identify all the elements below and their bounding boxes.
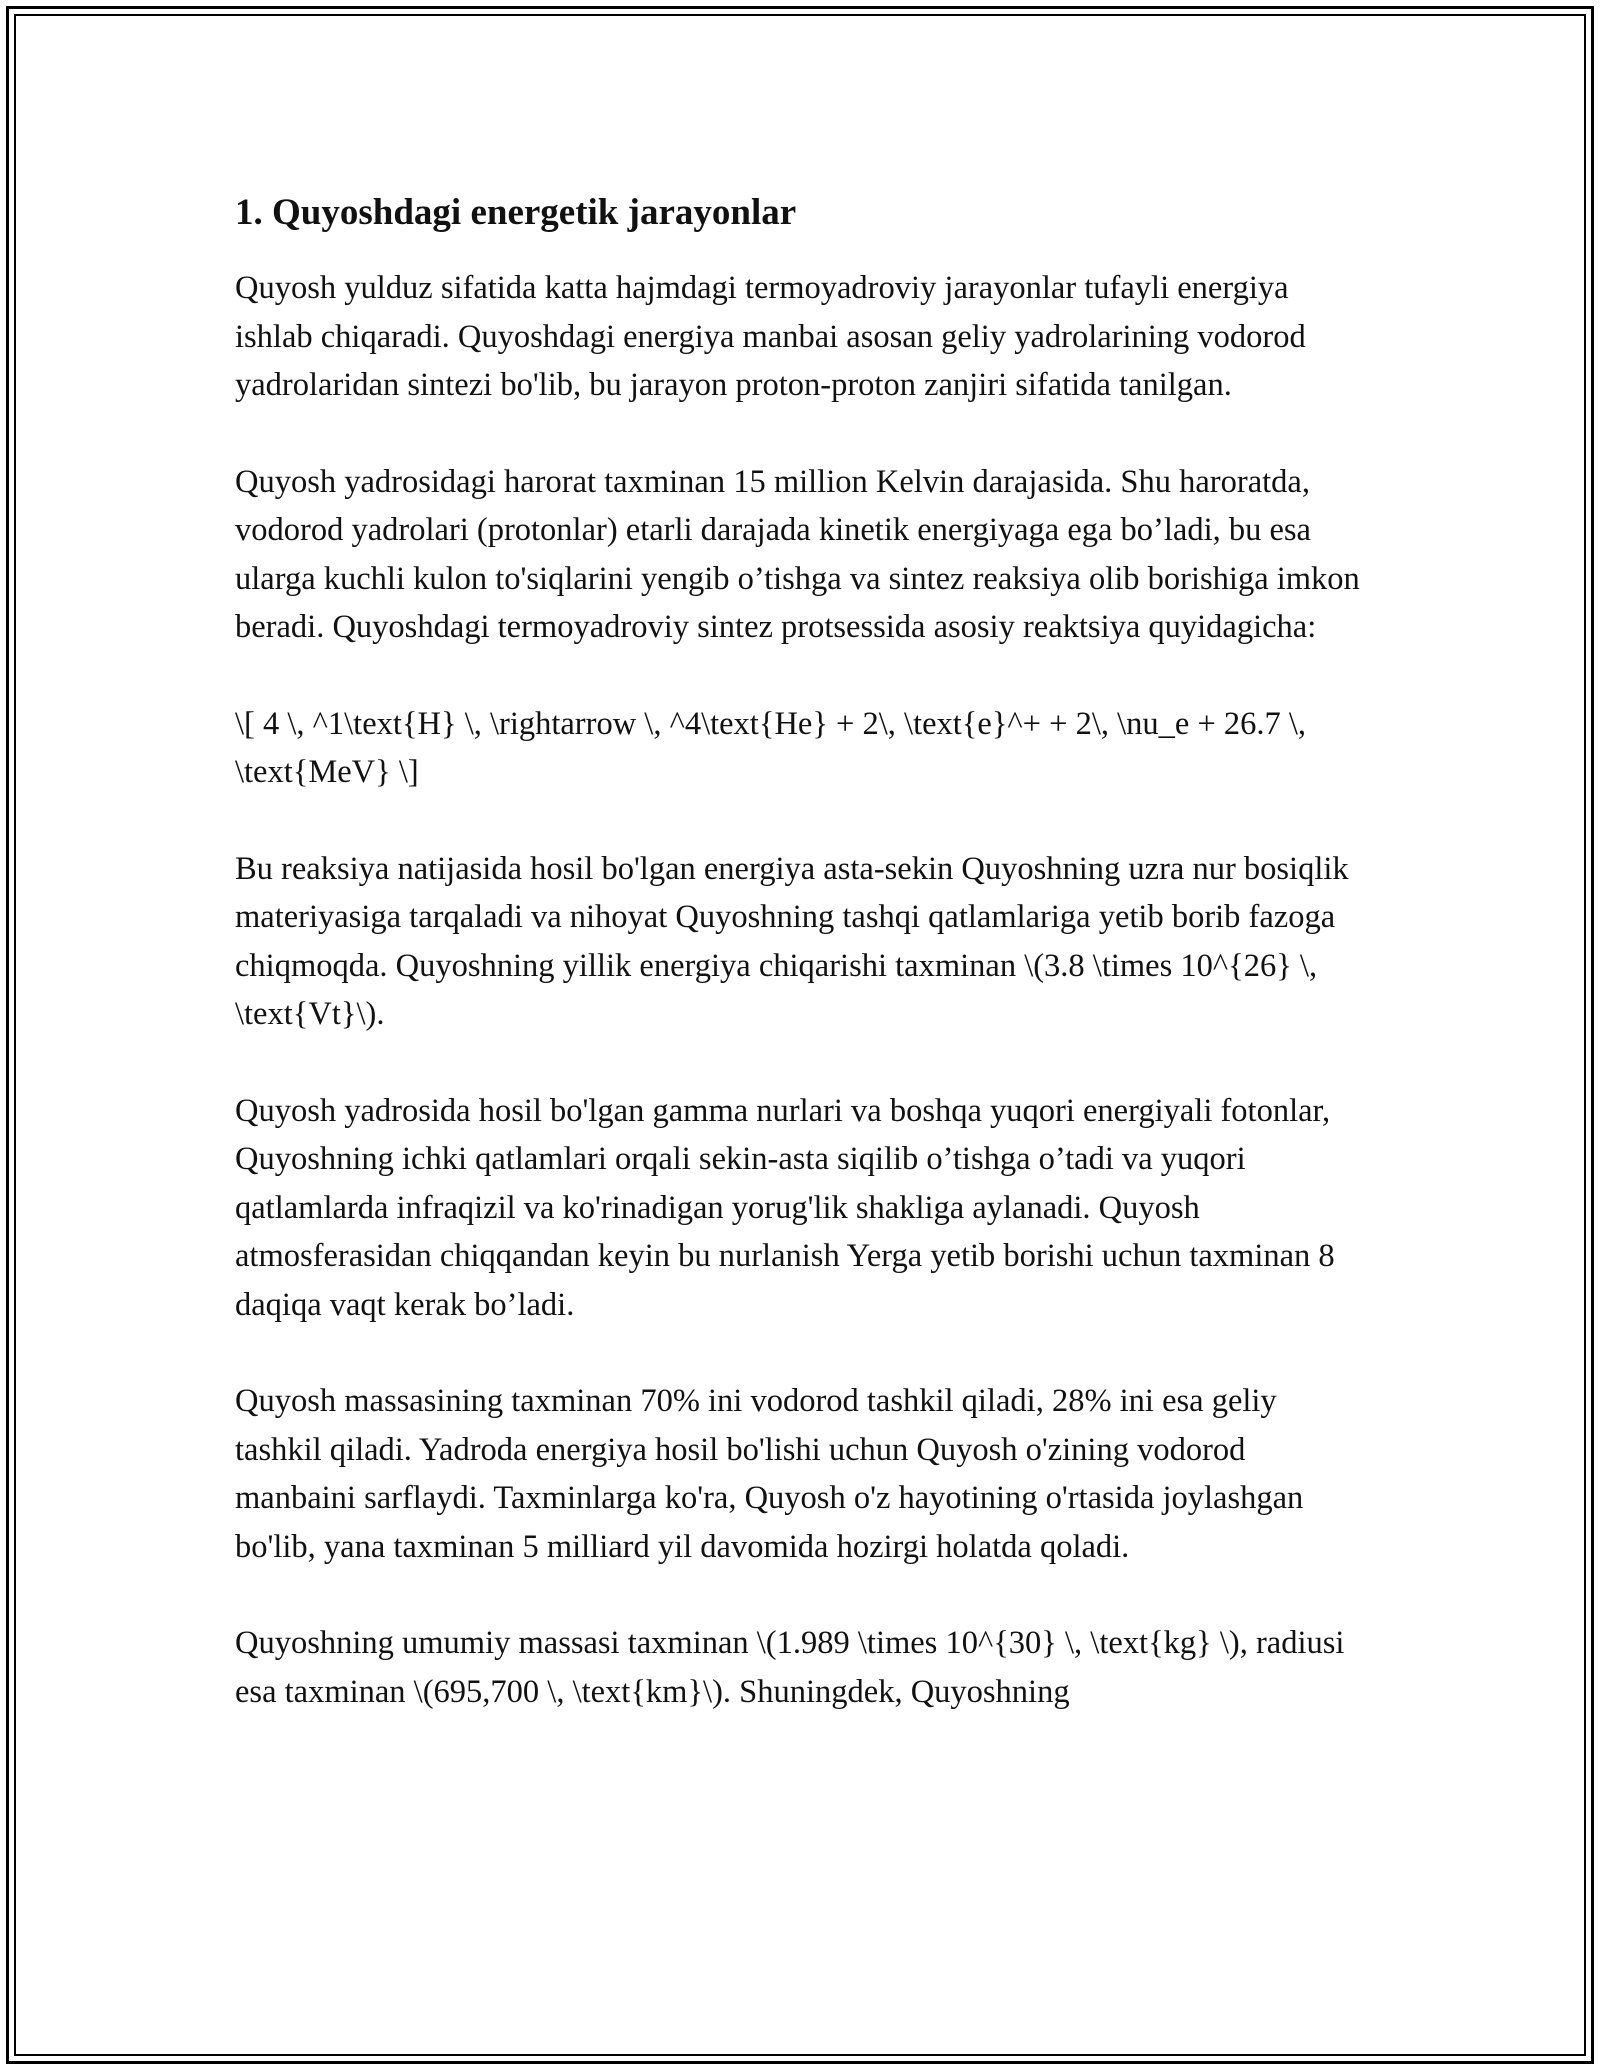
paragraph-mass-radius: Quyoshning umumiy massasi taxminan \(1.989 \times 10^{30} \, \text{kg} \), radiusi esa taxminan \(695,700 \, \text{km}\). Shuningdek, Quyoshning — [235, 1625, 1345, 1710]
section-heading: 1. Quyoshdagi energetik jarayonlar — [235, 192, 797, 233]
paragraph-composition: Quyosh massasining taxminan 70% ini vodorod tashkil qiladi, 28% ini esa geliy tashkil qiladi. Yadroda energiya hosil bo'lishi uchun Quyosh o'zining vodorod manbaini sarflaydi. Taxminlarga ko'ra, Quyosh o'z hayotining o'rtasida joylashgan bo'lib, yana taxminan 5 milliard yil davomida hozirgi holatda qoladi. — [235, 1383, 1304, 1565]
paragraph-energy-output: Bu reaksiya natijasida hosil bo'lgan energiya asta-sekin Quyoshning uzra nur bosiqlik materiyasiga tarqaladi va nihoyat Quyoshning tashqi qatlamlariga yetib borib fazoga chiqmoqda. Quyoshning yillik energiya chiqarishi taxminan \(3.8 \times 10^{26} \, \text{Vt}\). — [235, 850, 1349, 1032]
paragraph-core-temperature: Quyosh yadrosidagi harorat taxminan 15 million Kelvin darajasida. Shu haroratda, vodorod yadrolari (protonlar) etarli darajada kinetik energiyaga ega bo’ladi, bu esa ularga kuchli kulon to'siqlarini yengib o’tishga va sintez reaksiya olib borishiga imkon beradi. Quyoshdagi termoyadroviy sintez protsessida asosiy reaktsiya quyidagicha: — [235, 463, 1360, 645]
document-body — [235, 188, 1370, 1716]
paragraph-photon-transport: Quyosh yadrosida hosil bo'lgan gamma nurlari va boshqa yuqori energiyali fotonlar, Quyoshning ichki qatlamlari orqali sekin-asta siqilib o’tishga o’tadi va yuqori qatlamlarda infraqizil va ko'rinadigan yorug'lik shakliga aylanadi. Quyosh atmosferasidan chiqqandan keyin bu nurlanish Yerga yetib borishi uchun taxminan 8 daqiqa vaqt kerak bo’ladi. — [235, 1092, 1335, 1323]
paragraph-reaction-formula: \[ 4 \, ^1\text{H} \, \rightarrow \, ^4\text{He} + 2\, \text{e}^+ + 2\, \nu_e + 26.7 \, \text{MeV} \] — [235, 705, 1307, 790]
paragraph-intro: Quyosh yulduz sifatida katta hajmdagi termoyadroviy jarayonlar tufayli energiya ishlab chiqaradi. Quyoshdagi energiya manbai asosan geliy yadrolarining vodorod yadrolaridan sintezi bo'lib, bu jarayon proton-proton zanjiri sifatida tanilgan. — [235, 270, 1306, 403]
